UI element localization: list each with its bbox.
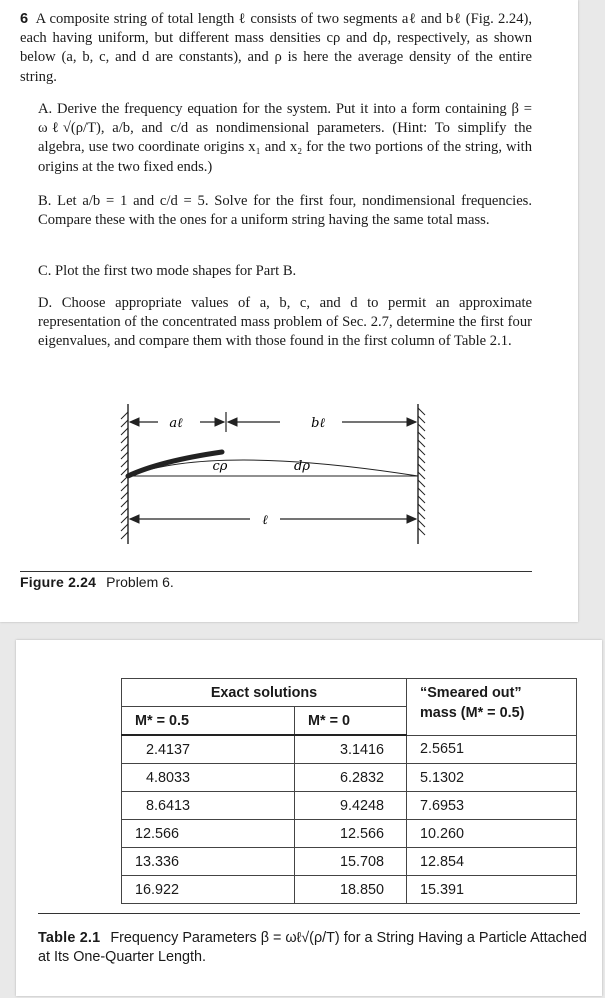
table-caption-label: Table 2.1 bbox=[38, 930, 101, 946]
right-wall bbox=[418, 404, 425, 544]
table-caption-text: Frequency Parameters β = ωℓ√(ρ/T) for a String Having a Particle Attached at Its One-Quarter Length. bbox=[38, 930, 587, 965]
table-body bbox=[122, 735, 577, 904]
part-d-text: D. Choose appropriate values of a, b, c, and d to permit an approximate representation of the concentrated mass problem of Sec. 2.7, determine the first four eigenvalues, and compare them with those found in the first column of Table 2.1. bbox=[38, 295, 532, 350]
part-d bbox=[38, 294, 532, 352]
table-row bbox=[122, 764, 577, 792]
table-group-header-row bbox=[122, 679, 577, 707]
part-a-text: A. Derive the frequency equation for the system. Put it into a form containing β = ωℓ√(ρ/T), a/b, and c/d as nondimensional parameters. (Hint: To simplify the algebra, use two coordinate origins x₁ and x₂ for the two portions of the string, with origins at the two fixed ends.) bbox=[38, 101, 532, 175]
table-cell: 2.4137 bbox=[122, 735, 295, 764]
frequency-table bbox=[121, 678, 577, 904]
table-cell: 6.2832 bbox=[295, 764, 407, 792]
label-dp: dρ bbox=[294, 459, 310, 474]
label-l: ℓ bbox=[262, 513, 268, 528]
table-cell: 4.8033 bbox=[122, 764, 295, 792]
problem-intro bbox=[20, 10, 532, 87]
col1-header: M* = 0.5 bbox=[122, 707, 295, 736]
part-c-text: C. Plot the first two mode shapes for Part B. bbox=[38, 263, 297, 279]
label-bl: bℓ bbox=[311, 416, 325, 431]
table-rule bbox=[38, 913, 580, 914]
table-row bbox=[122, 848, 577, 876]
figure-rule bbox=[20, 571, 532, 572]
string-diagram bbox=[110, 402, 440, 554]
table-row bbox=[122, 820, 577, 848]
table-cell: 7.6953 bbox=[407, 792, 577, 820]
dimension-l bbox=[130, 513, 416, 528]
table-cell: 2.5651 bbox=[407, 735, 577, 764]
table-cell: 16.922 bbox=[122, 876, 295, 904]
table-cell: 9.4248 bbox=[295, 792, 407, 820]
col3-header bbox=[407, 679, 577, 736]
label-al: aℓ bbox=[169, 416, 183, 431]
table-caption bbox=[38, 929, 588, 967]
col3-header-line1: “Smeared out” bbox=[420, 685, 522, 701]
table-row bbox=[122, 735, 577, 764]
table-cell: 15.708 bbox=[295, 848, 407, 876]
table-cell: 8.6413 bbox=[122, 792, 295, 820]
table-row bbox=[122, 876, 577, 904]
dimension-al bbox=[130, 416, 224, 431]
table-cell: 3.1416 bbox=[295, 735, 407, 764]
group-header: Exact solutions bbox=[122, 679, 407, 707]
problem-number: 6 bbox=[20, 11, 29, 27]
col3-header-line2: mass (M* = 0.5) bbox=[420, 705, 525, 721]
figure-caption-label: Figure 2.24 bbox=[20, 574, 97, 590]
figure-caption bbox=[20, 574, 174, 590]
table-cell: 12.566 bbox=[295, 820, 407, 848]
col2-header: M* = 0 bbox=[295, 707, 407, 736]
table-cell: 12.854 bbox=[407, 848, 577, 876]
problem-intro-text: A composite string of total length ℓ consists of two segments aℓ and bℓ (Fig. 2.24), each having uniform, but different mass densities cρ and dρ, respectively, as shown below (a, b, c, and d are constants), and ρ is here the average density of the entire string. bbox=[20, 11, 532, 85]
part-b bbox=[38, 192, 532, 230]
table-cell: 15.391 bbox=[407, 876, 577, 904]
table-cell: 18.850 bbox=[295, 876, 407, 904]
part-b-text: B. Let a/b = 1 and c/d = 5. Solve for the first four, nondimensional frequencies. Compare these with the ones for a uniform string having the same total mass. bbox=[38, 193, 532, 229]
table-row bbox=[122, 792, 577, 820]
label-cp: cρ bbox=[212, 459, 228, 474]
dimension-bl bbox=[228, 416, 416, 431]
part-c bbox=[38, 262, 532, 281]
table-page bbox=[16, 640, 602, 996]
table-cell: 5.1302 bbox=[407, 764, 577, 792]
table-cell: 10.260 bbox=[407, 820, 577, 848]
table-cell: 13.336 bbox=[122, 848, 295, 876]
figure-caption-text: Problem 6. bbox=[106, 574, 174, 590]
part-a bbox=[38, 100, 532, 177]
table-cell: 12.566 bbox=[122, 820, 295, 848]
